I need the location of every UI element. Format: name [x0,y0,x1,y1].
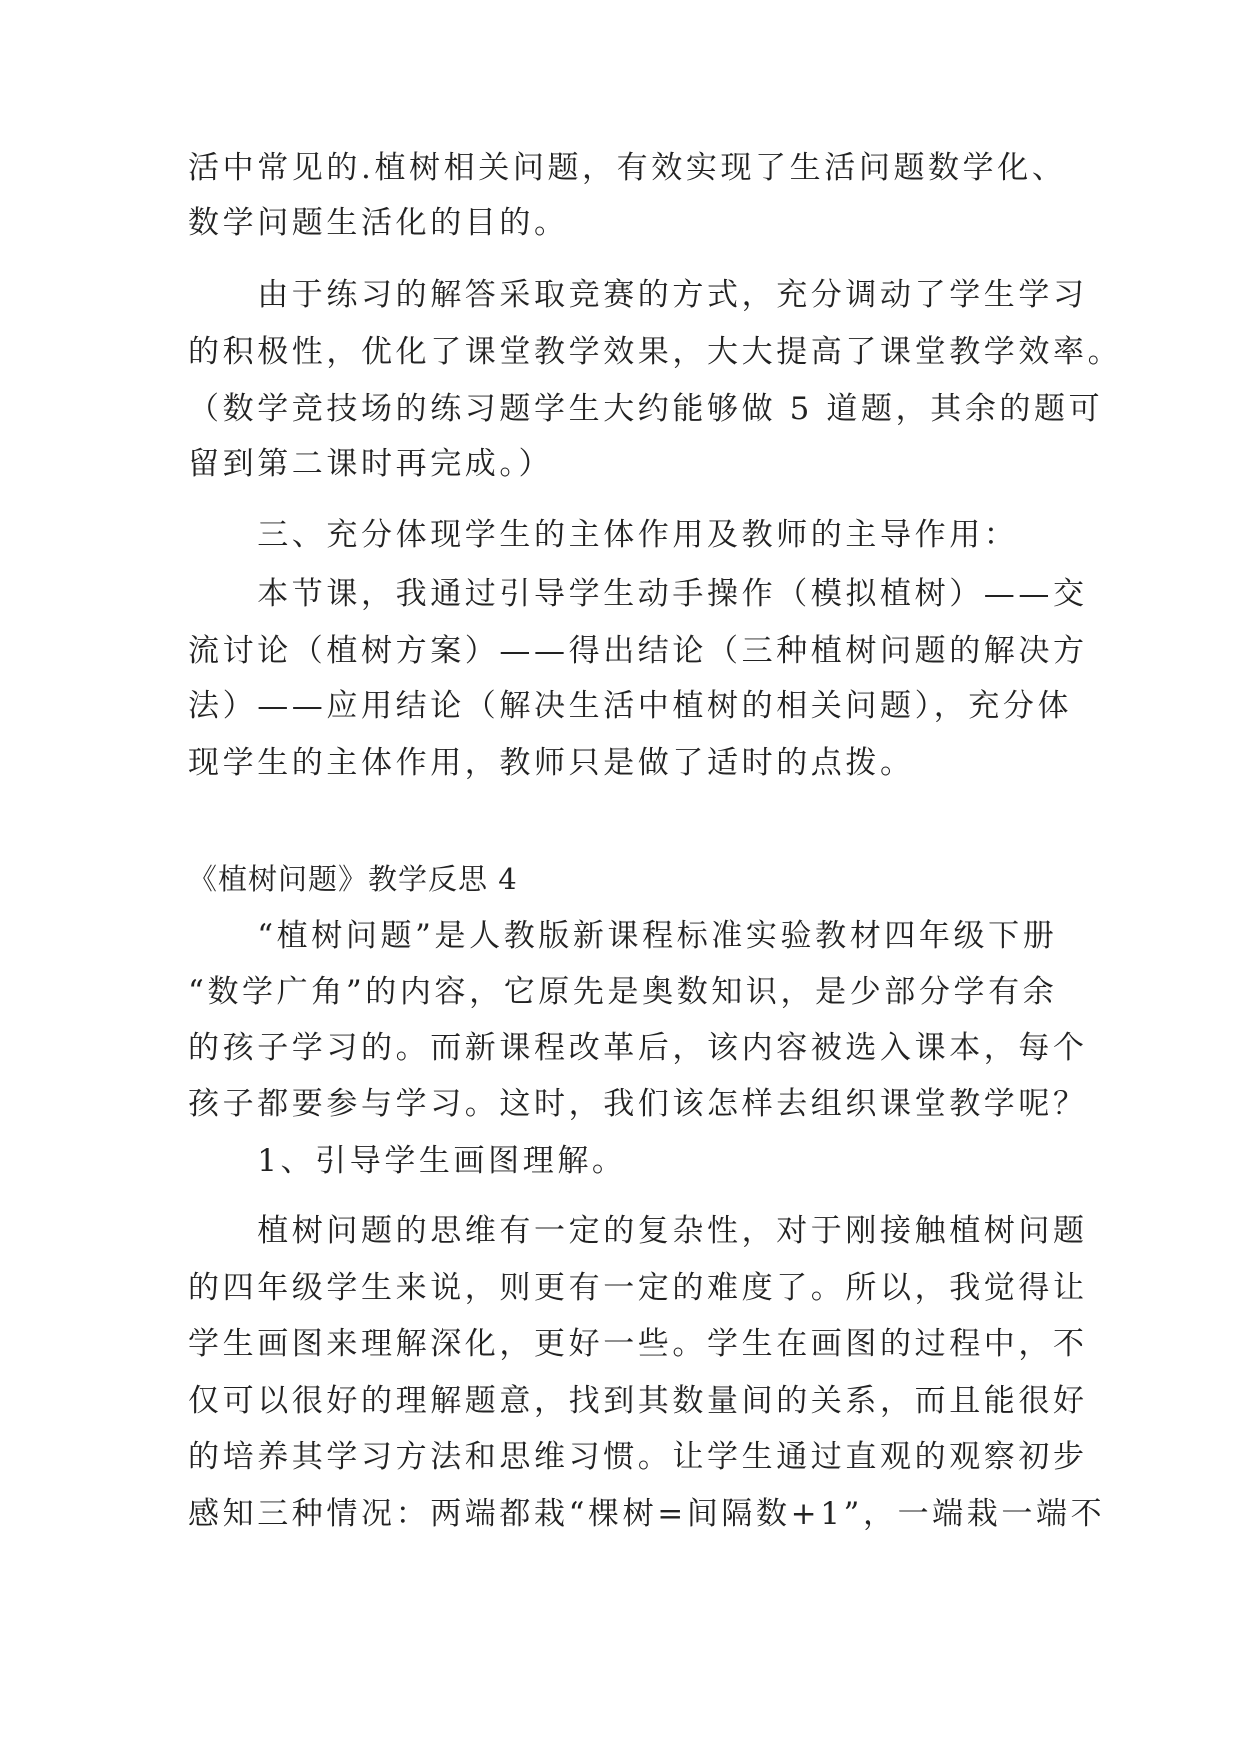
text-line: “数学广角”的内容，它原先是奥数知识，是少部分学有余 [188,974,1058,1010]
text-line: 留到第二课时再完成。） [188,446,554,482]
text-line: 植树问题的思维有一定的复杂性，对于刚接触植树问题 [188,1213,1088,1249]
text-line: 法）——应用结论（解决生活中植树的相关问题），充分体 [188,688,1073,724]
text-line: 学生画图来理解深化，更好一些。学生在画图的过程中，不 [188,1326,1088,1362]
section-heading: 1、引导学生画图理解。 [188,1143,627,1179]
text-line: （数学竞技场的练习题学生大约能够做 5 道题，其余的题可 [188,391,1104,427]
text-line: 的四年级学生来说，则更有一定的难度了。所以，我觉得让 [188,1270,1088,1306]
text-line: 仅可以很好的理解题意，找到其数量间的关系，而且能很好 [188,1383,1088,1419]
text-line: 感知三种情况：两端都栽“棵树=间隔数+1”，一端栽一端不 [188,1496,1106,1532]
text-line: 活中常见的.植树相关问题，有效实现了生活问题数学化、 [188,150,1067,186]
text-line: 的孩子学习的。而新课程改革后，该内容被选入课本，每个 [188,1030,1088,1066]
text-line: 现学生的主体作用，教师只是做了适时的点拨。 [188,745,915,781]
text-line: “植树问题”是人教版新课程标准实验教材四年级下册 [188,918,1058,954]
text-line: 孩子都要参与学习。这时，我们该怎样去组织课堂教学呢？ [188,1086,1088,1122]
text-line: 流讨论（植树方案）——得出结论（三种植树问题的解决方 [188,633,1088,669]
document-title: 《植树问题》教学反思 4 [188,862,518,896]
text-line: 的培养其学习方法和思维习惯。让学生通过直观的观察初步 [188,1439,1088,1475]
text-line: 数学问题生活化的目的。 [188,205,569,241]
text-line: 本节课，我通过引导学生动手操作（模拟植树）——交 [188,576,1088,612]
text-line: 由于练习的解答采取竞赛的方式，充分调动了学生学习 [188,277,1088,313]
text-line: 的积极性，优化了课堂教学效果，大大提高了课堂教学效率。 [188,334,1123,370]
section-heading: 三、充分体现学生的主体作用及教师的主导作用： [188,517,1019,553]
